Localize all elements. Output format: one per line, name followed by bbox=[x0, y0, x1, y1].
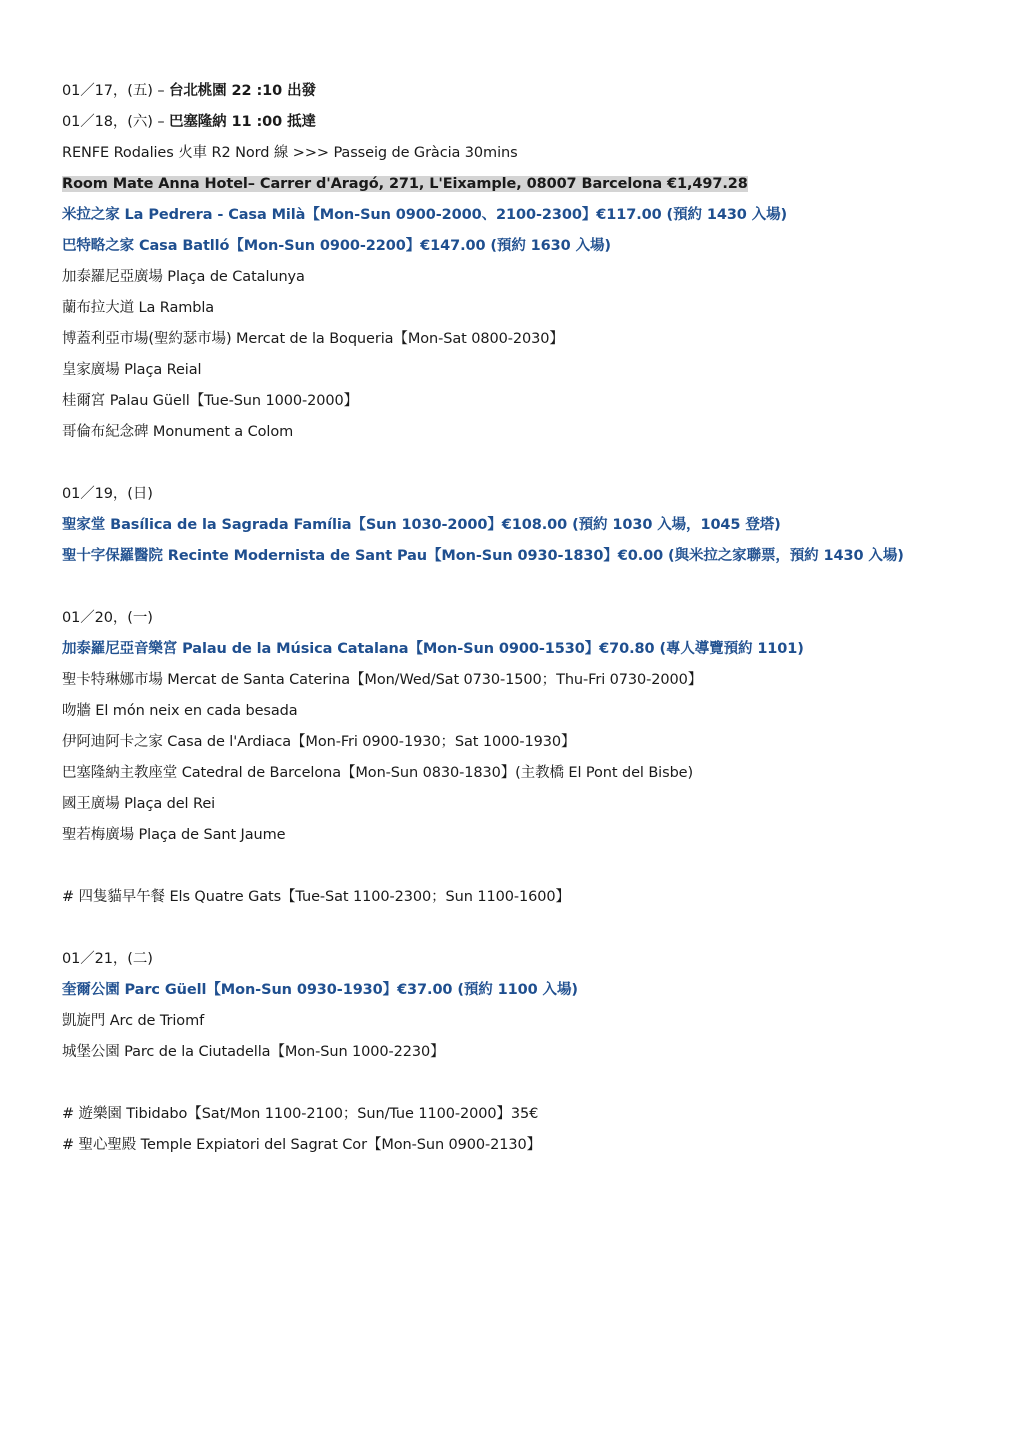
spacer bbox=[62, 917, 1002, 948]
day-date: 01／21，(二) bbox=[62, 951, 153, 967]
list-item: 皇家廣場 Plaça Reial bbox=[62, 362, 202, 378]
departure-line bbox=[62, 80, 1002, 111]
list-item: 伊阿迪阿卡之家 Casa de l'Ardiaca【Mon-Fri 0900-1930；Sat 1000-1930】 bbox=[62, 734, 576, 750]
note-item: # 遊樂園 Tibidabo【Sat/Mon 1100-2100；Sun/Tue 1100-2000】35€ bbox=[62, 1106, 539, 1122]
day-date: 01／20，(一) bbox=[62, 610, 153, 626]
list-item: 聖卡特琳娜市場 Mercat de Santa Caterina【Mon/Wed/Sat 0730-1500；Thu-Fri 0730-2000】 bbox=[62, 672, 703, 688]
departure-date: 01／17，(五) – bbox=[62, 83, 169, 99]
list-item: 巴塞隆納主教座堂 Catedral de Barcelona【Mon-Sun 0830-1830】(主教橋 El Pont del Bisbe) bbox=[62, 765, 694, 781]
spacer bbox=[62, 1072, 1002, 1103]
list-item-booked: 巴特略之家 Casa Batlló【Mon-Sun 0900-2200】€147.00 (預約 1630 入場) bbox=[62, 238, 611, 254]
spacer bbox=[62, 452, 1002, 483]
arrival-line bbox=[62, 111, 1002, 142]
list-item-booked: 聖家堂 Basílica de la Sagrada Família【Sun 1030-2000】€108.00 (預約 1030 入場，1045 登塔) bbox=[62, 517, 781, 533]
note-item: # 四隻貓早午餐 Els Quatre Gats【Tue-Sat 1100-2300；Sun 1100-1600】 bbox=[62, 889, 570, 905]
list-item: 聖若梅廣場 Plaça de Sant Jaume bbox=[62, 827, 286, 843]
spacer bbox=[62, 855, 1002, 886]
list-item: 博蓋利亞市場(聖約瑟市場) Mercat de la Boqueria【Mon-Sat 0800-2030】 bbox=[62, 331, 564, 347]
transport-line: RENFE Rodalies 火車 R2 Nord 線 >>> Passeig de Gràcia 30mins bbox=[62, 145, 518, 161]
note-item: # 聖心聖殿 Temple Expiatori del Sagrat Cor【Mon-Sun 0900-2130】 bbox=[62, 1137, 542, 1153]
list-item-booked: 加泰羅尼亞音樂宮 Palau de la Música Catalana【Mon-Sun 0900-1530】€70.80 (專人導覽預約 1101) bbox=[62, 641, 804, 657]
list-item: 哥倫布紀念碑 Monument a Colom bbox=[62, 424, 294, 440]
hotel-highlight: Room Mate Anna Hotel– Carrer d'Aragó, 271, L'Eixample, 08007 Barcelona €1,497.28 bbox=[62, 176, 748, 192]
list-item: 加泰羅尼亞廣場 Plaça de Catalunya bbox=[62, 269, 305, 285]
list-item: 吻牆 El món neix en cada besada bbox=[62, 703, 298, 719]
itinerary bbox=[62, 80, 1002, 1165]
arrival-info: 巴塞隆納 11 :00 抵達 bbox=[168, 114, 316, 130]
hotel-line bbox=[62, 173, 1002, 204]
day-date: 01／19，(日) bbox=[62, 486, 153, 502]
list-item: 國王廣場 Plaça del Rei bbox=[62, 796, 216, 812]
list-item: 桂爾宮 Palau Güell【Tue-Sun 1000-2000】 bbox=[62, 393, 359, 409]
list-item-booked: 米拉之家 La Pedrera - Casa Milà【Mon-Sun 0900-2000、2100-2300】€117.00 (預約 1430 入場) bbox=[62, 207, 788, 223]
departure-info: 台北桃園 22 :10 出發 bbox=[168, 83, 316, 99]
spacer bbox=[62, 576, 1002, 607]
list-item-booked: 奎爾公園 Parc Güell【Mon-Sun 0930-1930】€37.00 (預約 1100 入場) bbox=[62, 982, 578, 998]
list-item: 凱旋門 Arc de Triomf bbox=[62, 1013, 205, 1029]
list-item: 蘭布拉大道 La Rambla bbox=[62, 300, 215, 316]
list-item: 城堡公園 Parc de la Ciutadella【Mon-Sun 1000-2230】 bbox=[62, 1044, 445, 1060]
arrival-date: 01／18，(六) – bbox=[62, 114, 169, 130]
list-item-booked: 聖十字保羅醫院 Recinte Modernista de Sant Pau【Mon-Sun 0930-1830】€0.00 (與米拉之家聯票，預約 1430 入場) bbox=[62, 548, 904, 564]
